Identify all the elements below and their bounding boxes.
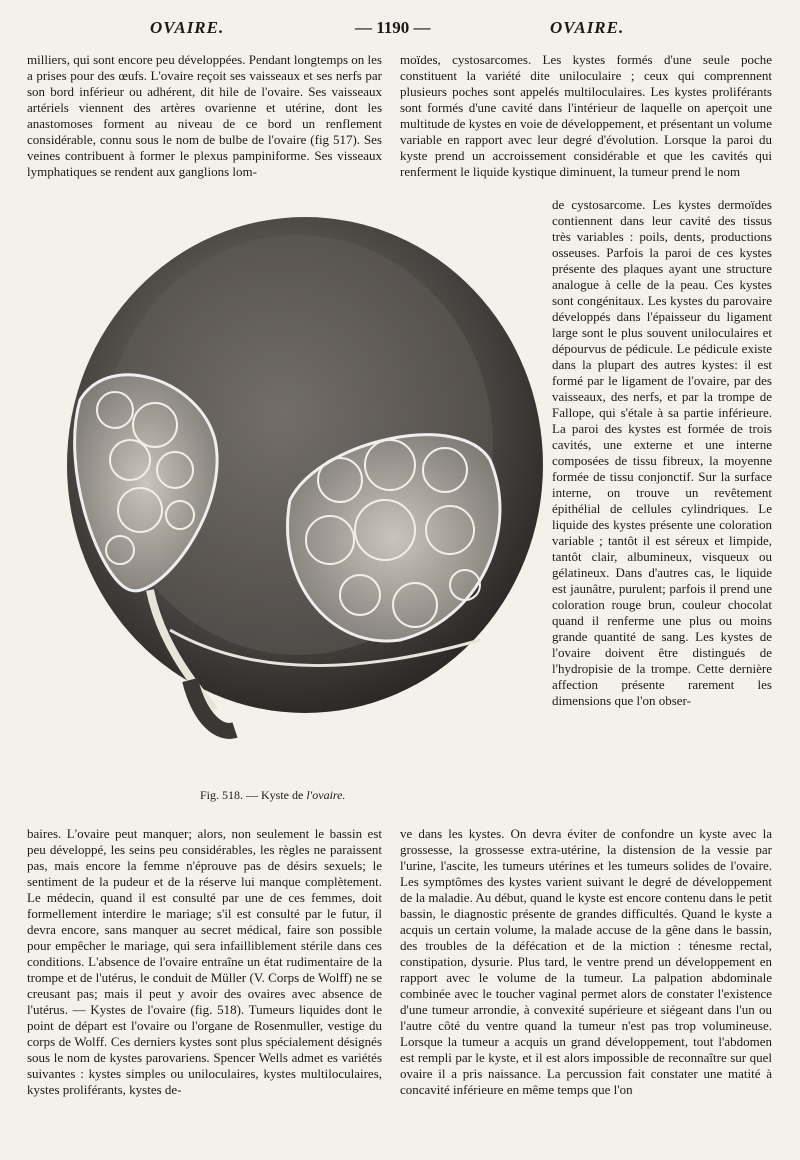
running-header [0, 18, 800, 44]
figure-caption [200, 788, 345, 803]
paragraph-bottom-left: baires. L'ovaire peut manquer; alors, non seulement le bassin est peu développé, les seins peu considérables, les règles ne paraissent pas, mais encore la femme n'éprouve pas de désirs sexuels; le sentiment de la pudeur et de la réserve lui manque complètement. Le médecin, quand il est consulté par une de ces femmes, doit formellement interdire le mariage; s'il est consulté par le futur, il devra encore, sans manquer au secret médical, faire son possible pour empêcher le mariage, qui sera infailliblement stérile dans ces conditions. L'absence de l'ovaire entraîne un état rudimentaire de la trompe et de l'utérus, le conduit de Müller (V. Corps de Wolff) ne se creusant pas; mais il peut y avoir des ovaires avec absence de l'utérus. — Kystes de l'ovaire (fig. 518). Tumeurs liquides dont le point de départ est l'ovaire ou l'organe de Rosenmuller, vestige du corps de Wolff. Ces derniers kystes sont plus spécialement désignés sous le nom de kystes parovariens. Spencer Wells admet es variétés suivantes : kystes simples ou uniloculaires, kystes multiloculaires, kystes proliférants, kystes de- [27, 826, 382, 1097]
page-number: — 1190 — [355, 18, 431, 37]
text-column-top-left [27, 52, 382, 197]
paragraph-top-right: moïdes, cystosarcomes. Les kystes formés d'une seule poche constituent la variété dite uniloculaire ; ceux qui comprennent plusieurs poches sont appelés multiloculaires. Les kystes proliférants sont formés d'une cavité dans l'intérieur de laquelle on aperçoit une multitude de kystes en voie de développement, et présentant un volume variable en rapport avec leur degré d'évolution. Lorsque la paroi du kyste prend un accroissement considérable et que les cavités qui renferment le liquide kystique diminuent, la tumeur prend le nom [400, 52, 772, 179]
header-right-title: OVAIRE. [550, 18, 625, 37]
paragraph-bottom-right: ve dans les kystes. On devra éviter de confondre un kyste avec la grossesse, la grossesse extra-utérine, la distension de la vessie par l'urine, l'ascite, les tumeurs utérines et les tumeurs solides de l'ovaire. Les symptômes des kystes varient suivant le degré de développement de la maladie. Au début, quand le kyste est encore contenu dans le petit bassin, le diagnostic présente de grandes difficultés. Quand le kyste a acquis un certain volume, la malade accuse de la gêne dans le bassin, des troubles de la défécation et de la miction : ténesme rectal, constipation, dysurie. Plus tard, le ventre prend un développement en rapport avec le volume de la tumeur. La palpation abdominale combinée avec le toucher vaginal permet alors de constater l'existence d'une tumeur arrondie, à convexité supérieure et siégeant dans l'un ou l'autre côté du ventre quand la tumeur n'est pas trop volumineuse. Lorsque la tumeur a acquis un grand développement, tout l'abdomen est rempli par le kyste, et il est alors impossible de reconnaître sur quel ovaire il a pris naissance. La percussion fait constater une matité à concavité inférieure en même temps que l'on [400, 826, 772, 1097]
caption-text: Fig. 518. — Kyste de [200, 788, 307, 802]
caption-italic-text: l'ovaire. [306, 788, 346, 802]
text-column-bottom-right [400, 826, 772, 1136]
text-column-bottom-left [27, 826, 382, 1136]
header-left-title: OVAIRE. [150, 18, 225, 37]
paragraph-right-narrow: de cystosarcome. Les kystes dermoïdes contiennent dans leur cavité des tissus très variables : poils, dents, productions osseuses. Parfois la paroi de ces kystes présente des plaques ayant une structure analogue à celle de la peau. Ces kystes sont congénitaux. Les kystes du parovaire développés dans l'épaisseur du ligament large sont le plus souvent uniloculaires et dépourvus de pédicule. Le pédicule existe dans la plupart des autres kystes: il est formé par le ligament de l'ovaire, par des vaisseaux, des nerfs, et par la trompe de Fallope, qui s'étale à sa partie inférieure. La paroi des kystes est formée de trois cavités, une externe et une interne composées de tissu fibreux, la moyenne formée de tissu conjonctif. Sur la surface interne, on trouve un revêtement épithélial de cellules cylindriques. Le liquide des kystes présente une coloration variable ; tantôt il est séreux et limpide, tantôt clair, albumineux, visqueux ou gélatineux. Dans d'autres cas, le liquide est jaunâtre, purulent; parfois il prend une coloration rouge brun, couleur chocolat quand il renferme une plus ou moins grande quantité de sang. Les kystes de l'ovaire doivent être distingués de l'hydropisie de la trompe. Cette dernière affection présente rarement les dimensions que l'on obser- [552, 197, 772, 708]
text-column-top-right [400, 52, 772, 204]
text-column-right-narrow [552, 197, 772, 827]
ovarian-cyst-illustration [40, 210, 550, 770]
paragraph-top-left: milliers, qui sont encore peu développées. Pendant longtemps on les a prises pour des œufs. L'ovaire reçoit ses vaisseaux et ses nerfs par son bord inférieur ou adhérent, dit hile de l'ovaire. Ses vaisseaux artériels viennent des artères ovarienne et utérine, dont les anastomoses forment au niveau de ce bord un renflement considérable, connu sous le nom de bulbe de l'ovaire (fig 517). Ses veines contribuent à former le plexus pampiniforme. Ses visseaux lymphatiques se rendent aux ganglions lom- [27, 52, 382, 179]
